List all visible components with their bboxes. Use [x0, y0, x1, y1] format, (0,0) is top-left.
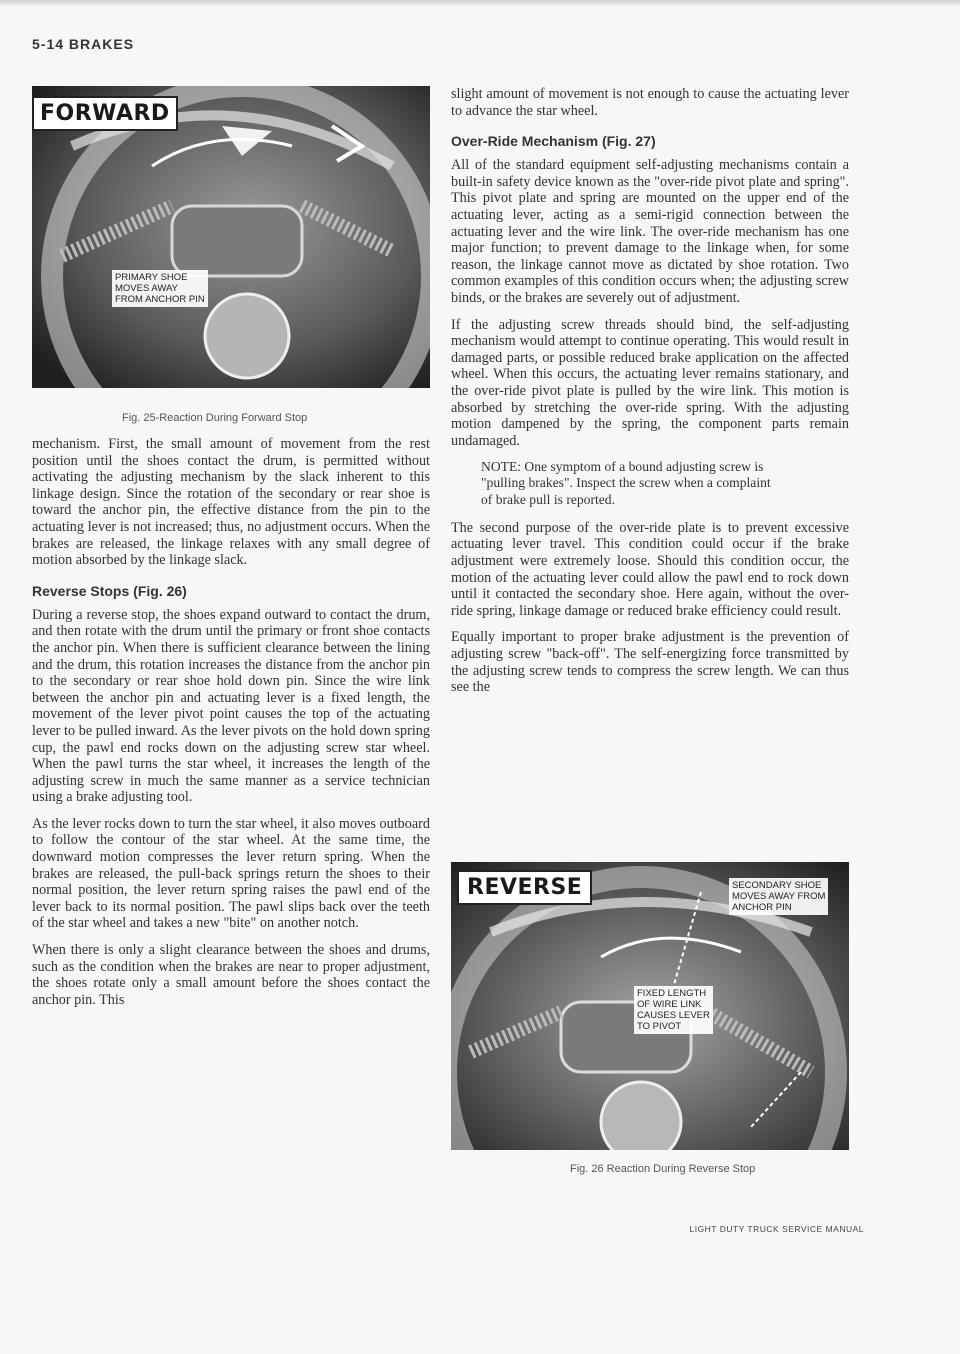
primary-shoe-callout	[112, 270, 208, 307]
section-heading-over-ride: Over-Ride Mechanism (Fig. 27)	[451, 133, 656, 150]
paragraph: All of the standard equipment self-adjusting mechanisms contain a built-in safety device known as the "over-ride pivot plate and spring". This pivot plate and spring are mounted on the upper end of the actuating lever, acting as a semi-rigid connection between the actuating lever and the wire link. The over-ride mechanism has one major function; to prevent damage to the linkage when, for some reason, the linkage cannot move as dictated by shoe rotation. Two common examples of this condition occurs when; the adjusting screw binds, or the brakes are severely out of adjustment.	[451, 157, 849, 306]
callout-line: MOVES AWAY	[115, 283, 178, 294]
reverse-badge: REVERSE	[457, 870, 592, 905]
paragraph: mechanism. First, the small amount of movement from the rest position until the shoes contact the drum, is permitted without activating the adjusting mechanism by the slack inherent to this linkage design. Since the rotation of the secondary or rear shoe is toward the anchor pin, the effective distance from the pin to the actuating lever is not increased; thus, no adjustment occurs. When the brakes are released, the linkage relaxes with any small degree of motion absorbed by the linkage slack.	[32, 436, 430, 569]
brake-assembly-photo	[32, 86, 430, 388]
paragraph: If the adjusting screw threads should bind, the self-adjusting mechanism would attempt to continue operating. This would result in damaged parts, or possible reduced brake application on the affected wheel. When this occurs, the actuating lever remains stationary, and the over-ride pivot plate is pulled by the wire link. This motion is absorbed by stretching the over-ride spring. With the adjusting motion dampened by the spring, the component parts remain undamaged.	[451, 316, 849, 449]
wire-link-callout	[634, 986, 713, 1034]
note-text: NOTE: One symptom of a bound adjusting screw is "pulling brakes". Inspect the screw when a complaint of brake pull is reported.	[481, 459, 771, 507]
callout-line: FROM ANCHOR PIN	[115, 294, 205, 305]
callout-line: MOVES AWAY FROM	[732, 891, 826, 902]
right-column	[451, 86, 849, 706]
callout-line: ANCHOR PIN	[732, 902, 792, 913]
figure-reverse-stop	[451, 862, 849, 1150]
callout-line: PRIMARY SHOE	[115, 272, 188, 283]
page-top-rule	[0, 0, 960, 6]
paragraph: During a reverse stop, the shoes expand outward to contact the drum, and then rotate with the drum until the primary or front shoe contacts the anchor pin. When there is sufficient clearance between the lining and the drum, this rotation increases the distance from the anchor pin to the secondary or rear shoe hold down pin. Since the wire link between the anchor pin and actuating lever is a fixed length, the movement of the lever pivot point causes the top of the actuating lever to be pulled inward. As the lever pivots on the hold down spring cup, the pawl end rocks down on the adjusting screw star wheel. When the pawl turns the star wheel, it increases the length of the adjusting screw in much the same manner as a service technician using a brake adjusting tool.	[32, 606, 430, 806]
paragraph: Equally important to proper brake adjustment is the prevention of adjusting screw "back-off". The self-energizing force transmitted by the adjusting screw tends to compress the screw length. We can thus see the	[451, 629, 849, 696]
page-header: 5-14 BRAKES	[32, 36, 135, 52]
callout-line: OF WIRE LINK	[637, 999, 702, 1010]
figure-forward-stop	[32, 86, 430, 388]
callout-line: CAUSES LEVER	[637, 1010, 710, 1021]
secondary-shoe-callout	[729, 878, 828, 915]
section-heading-reverse-stops: Reverse Stops (Fig. 26)	[32, 582, 187, 599]
callout-line: SECONDARY SHOE	[732, 880, 822, 891]
paragraph: As the lever rocks down to turn the star wheel, it also moves outboard to follow the contour of the star wheel. At the same time, the downward motion compresses the lever return spring. When the brakes are released, the pull-back springs return the shoes to their normal position, the lever return spring raises the pawl end of the lever back to its normal position. The pawl slips back over the teeth of the star wheel and takes a new "bite" on another notch.	[32, 815, 430, 932]
figure-25-caption: Fig. 25-Reaction During Forward Stop	[122, 412, 308, 424]
paragraph: When there is only a slight clearance between the shoes and drums, such as the condition when the brakes are near to proper adjustment, the shoes rotate only a small amount before the shoes contact the anchor pin. This	[32, 942, 430, 1008]
forward-badge: FORWARD	[32, 96, 178, 131]
callout-line: TO PIVOT	[637, 1021, 682, 1032]
callout-line: FIXED LENGTH	[637, 988, 707, 999]
paragraph: The second purpose of the over-ride plate is to prevent excessive actuating lever travel. This condition could occur if the brake adjustment were extremely loose. Should this condition occur, the motion of the actuating lever could allow the pawl end to rock down until it contacted the secondary shoe. Here again, without the over-ride spring, linkage damage or reduced brake efficiency could result.	[451, 519, 849, 619]
paragraph: slight amount of movement is not enough to cause the actuating lever to advance the star wheel.	[451, 86, 849, 119]
page-footer: LIGHT DUTY TRUCK SERVICE MANUAL	[689, 1224, 864, 1234]
figure-26-caption: Fig. 26 Reaction During Reverse Stop	[570, 1163, 756, 1175]
left-column	[32, 436, 430, 1018]
